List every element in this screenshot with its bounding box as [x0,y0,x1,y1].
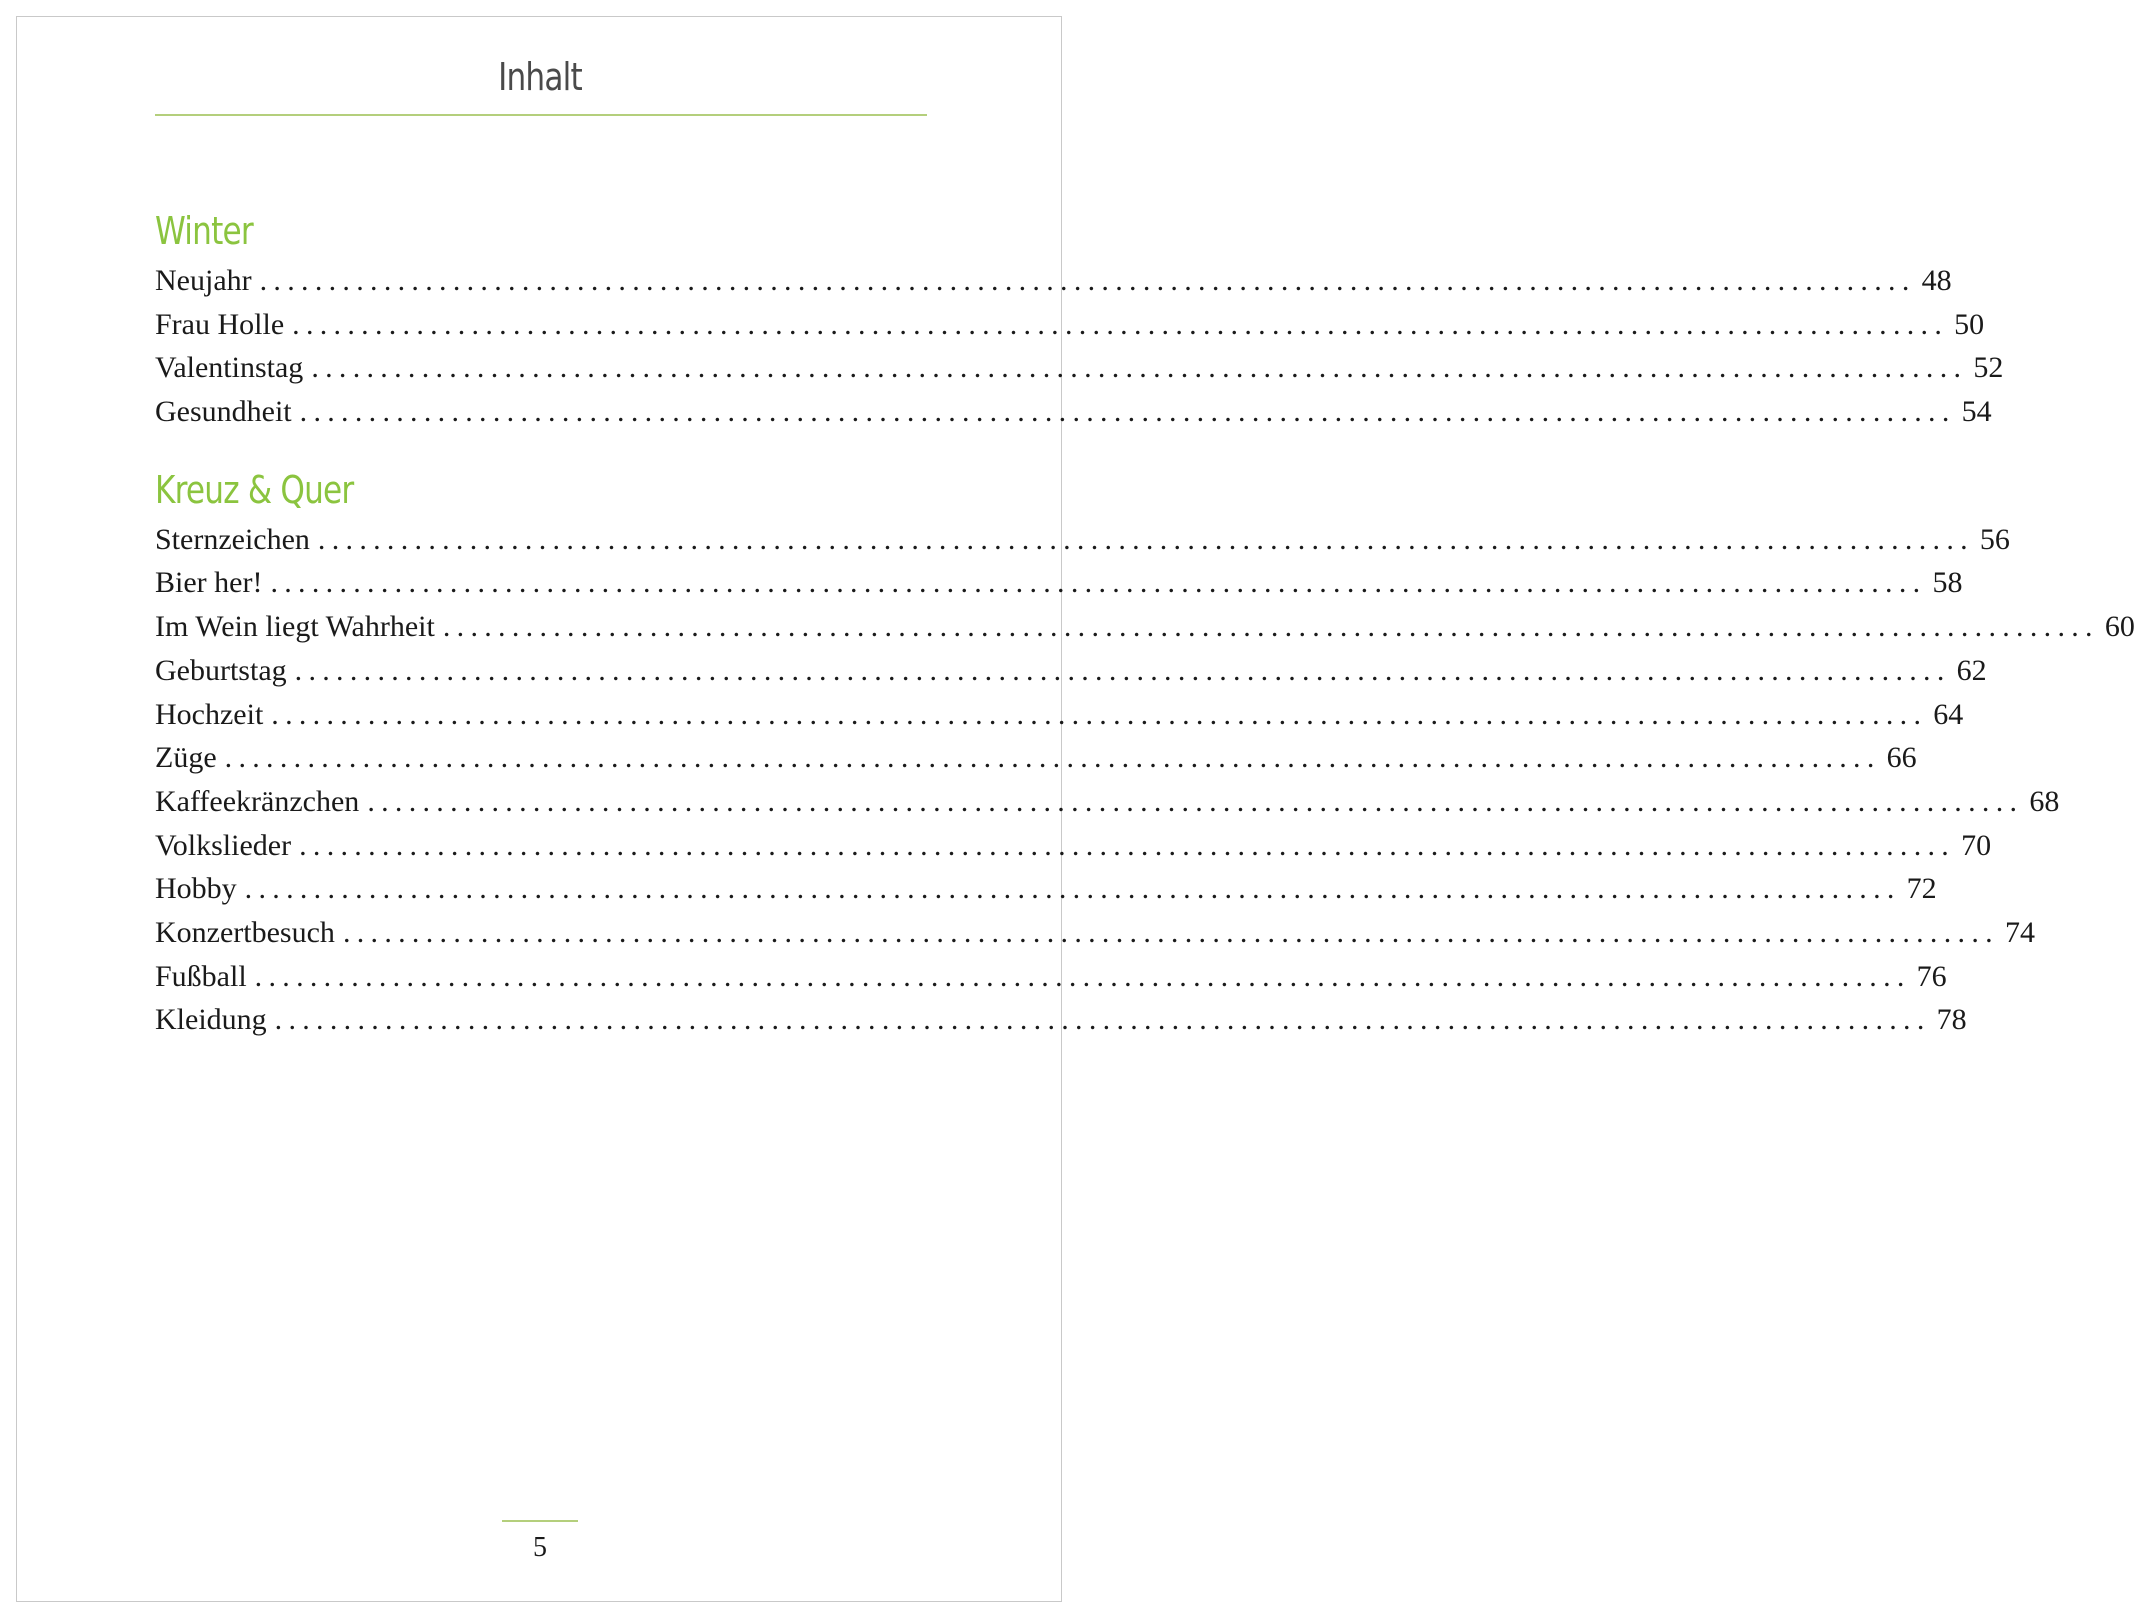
dot-leader: ........................................................................................................................ [299,828,1956,862]
entry-page-number: 76 [1916,959,1947,993]
entry-page-number: 66 [1886,741,1917,775]
toc-entry [155,784,2060,829]
entry-label: Kleidung [155,1003,267,1037]
dot-leader: ........................................................................................................................ [274,1003,1931,1037]
dot-leader: ........................................................................................................................ [271,697,1928,731]
entry-page-number: 48 [1921,264,1952,297]
entry-page-number: 54 [1961,395,1992,429]
toc-entry [155,1003,1967,1047]
entry-page-number: 64 [1933,697,1964,731]
toc-entry [155,915,2035,960]
dot-leader: ........................................................................................................................ [259,264,1916,297]
entry-label: Bier her! [155,566,263,600]
table-of-contents [155,198,2135,1065]
dot-leader: ........................................................................................................................ [294,653,1951,687]
entry-label: Frau Holle [155,307,285,341]
toc-entry [155,741,1917,785]
dot-leader: ........................................................................................................................ [311,351,1968,385]
toc-entry [155,351,2004,395]
entry-page-number: 72 [1906,872,1937,906]
dot-leader: ........................................................................................................................ [299,395,1956,429]
entry-label: Fußball [155,959,247,993]
entry-label: Im Wein liegt Wahrheit [155,610,435,644]
dot-leader: ........................................................................................................................ [224,741,1881,775]
toc-entry [155,828,1992,873]
toc-section-winter [155,198,2004,439]
entry-label: Valentinstag [155,351,304,385]
toc-entry [155,522,2010,567]
toc-entry [155,872,1937,916]
entry-page-number: 52 [1973,351,2004,385]
toc-section-kreuz-quer [155,457,2135,1047]
entry-label: Sternzeichen [155,522,310,556]
entry-label: Hochzeit [155,697,264,731]
entry-label: Kaffeekränzchen [155,784,360,818]
entry-page-number: 78 [1936,1003,1967,1037]
page-number: 5 [533,1532,547,1563]
header-divider [155,114,927,116]
entry-label: Konzertbesuch [155,915,335,949]
dot-leader: ........................................................................................................................ [442,610,2099,644]
dot-leader: ........................................................................................................................ [317,522,1974,556]
entry-page-number: 74 [2004,915,2035,949]
entry-label: Hobby [155,872,237,906]
entry-page-number: 50 [1954,307,1985,341]
entry-page-number: 62 [1956,653,1987,687]
dot-leader: ........................................................................................................................ [292,307,1949,341]
toc-entry [155,959,1947,1004]
dot-leader: ........................................................................................................................ [367,784,2024,818]
entry-label: Züge [155,741,217,775]
page-title: Inhalt [498,55,582,99]
toc-entry [155,395,1992,439]
dot-leader: ........................................................................................................................ [254,959,1911,993]
section-title: Kreuz & Quer [155,467,354,512]
entry-page-number: 58 [1932,566,1963,600]
toc-entry [155,653,1987,698]
entry-page-number: 60 [2104,610,2135,644]
entry-page-number: 56 [1979,522,2010,556]
entry-page-number: 70 [1961,828,1992,862]
section-title: Winter [155,209,253,253]
dot-leader: ........................................................................................................................ [342,915,1999,949]
entry-label: Volkslieder [155,828,292,862]
entry-label: Geburtstag [155,653,287,687]
toc-entry [155,566,1963,610]
dot-leader: ........................................................................................................................ [270,566,1927,600]
dot-leader: ........................................................................................................................ [244,872,1901,906]
entry-page-number: 68 [2029,784,2060,818]
toc-entry [155,610,2135,654]
toc-entry [155,264,1952,308]
toc-entry [155,697,1964,742]
toc-entry [155,307,1985,352]
entry-label: Neujahr [155,264,252,297]
entry-label: Gesundheit [155,395,292,429]
footer-divider [502,1520,578,1522]
